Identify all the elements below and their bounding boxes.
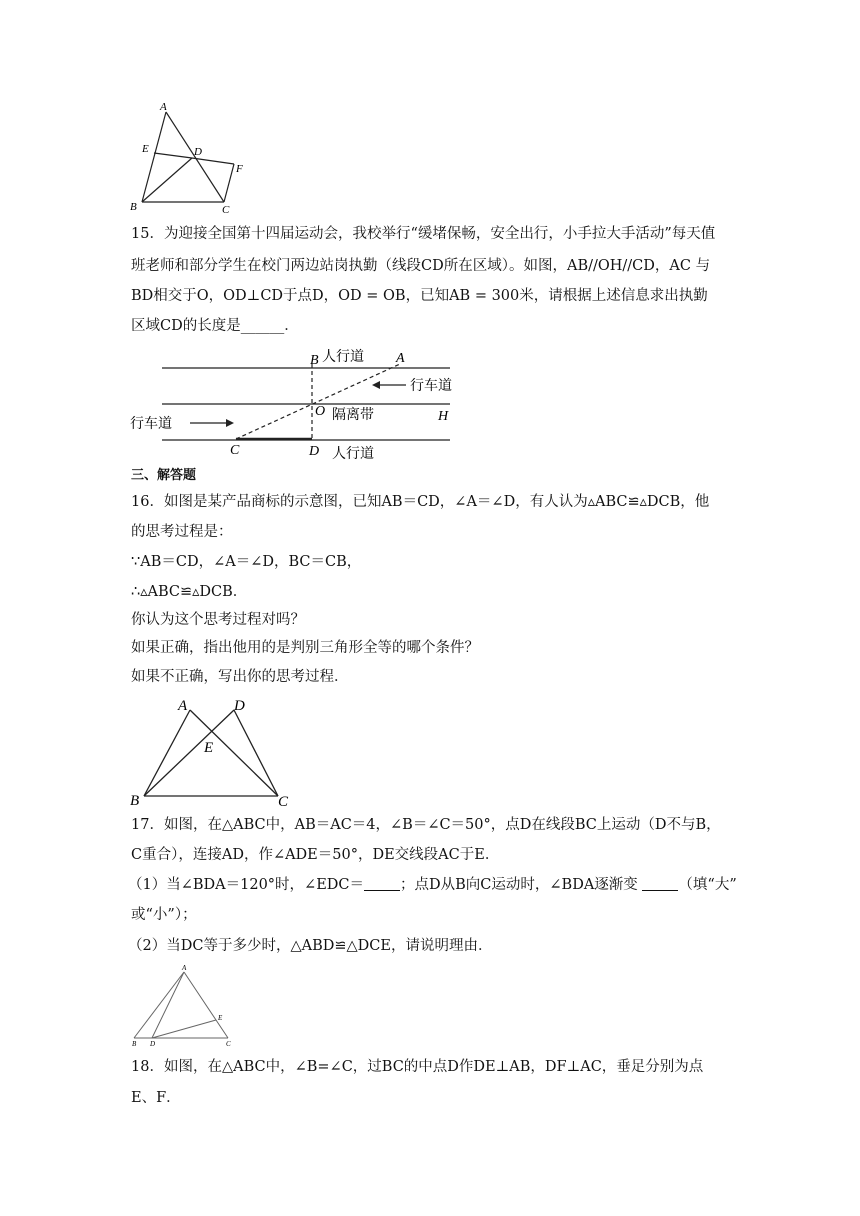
q17-part1-start: （1）当∠BDA＝120°时，∠EDC＝ (128, 877, 365, 893)
label-E: E (142, 143, 149, 155)
q15-line4: 区域CD的长度是______． (131, 318, 299, 334)
answer-blank-2[interactable] (642, 876, 678, 891)
q16-line2: 的思考过程是： (131, 524, 233, 540)
q16-line1: 16．如图是某产品商标的示意图，已知AB＝CD，∠A＝∠D，有人认为▵ABC≌▵DCB，他 (131, 494, 710, 510)
q16-line3: ∵AB＝CD，∠A＝∠D，BC＝CB， (131, 554, 362, 570)
figure-q16 (128, 696, 298, 808)
q17-line1: 17．如图，在△ABC中，AB＝AC＝4，∠B＝∠C＝50°，点D在线段BC上运动（D不与B， (131, 817, 721, 833)
q16-line6: 如果正确，指出他用的是判别三角形全等的哪个条件？ (131, 640, 479, 656)
lane-top: 行车道 (410, 378, 452, 394)
label-C: C (222, 204, 230, 214)
q15-line1: 15．为迎接全国第十四届运动会，我校举行“缓堵保畅，安全出行，小手拉大手活动”每天值 (131, 226, 716, 242)
label-D: D (194, 146, 202, 158)
section-heading: 三、解答题 (131, 468, 197, 483)
label-A: A (160, 101, 167, 113)
q17-part1-end: （填“大” (678, 877, 737, 893)
figure-q17 (128, 962, 238, 1048)
label-D: D (234, 698, 245, 714)
q17-line4: 或“小”）； (131, 907, 197, 923)
lane-bottom: 行车道 (130, 416, 172, 432)
label-A: A (182, 964, 187, 972)
label-E: E (218, 1014, 223, 1022)
q15-line3: BD相交于O，OD⊥CD于点D，OD = OB，已知AB = 300米，请根据上述信息求出执勤 (131, 288, 708, 304)
label-E: E (204, 740, 214, 756)
q17-line5: （2）当DC等于多少时，△ABD≌△DCE，请说明理由． (128, 938, 493, 954)
q18-line2: E、F． (131, 1090, 181, 1106)
label-C: C (230, 443, 240, 458)
label-D: D (309, 444, 320, 459)
label-B: B (310, 353, 319, 368)
label-D: D (150, 1040, 156, 1048)
q16-line7: 如果不正确，写出你的思考过程． (131, 669, 349, 685)
q17-line3 (128, 874, 737, 896)
median-label: 隔离带 (332, 407, 374, 423)
label-O: O (315, 404, 326, 419)
q18-line1: 18．如图，在△ABC中，∠B=∠C，过BC的中点D作DE⊥AB，DF⊥AC，垂足分别为点 (131, 1059, 704, 1075)
label-C: C (278, 794, 289, 808)
sidewalk-top: 人行道 (322, 349, 364, 365)
label-B: B (130, 201, 137, 213)
q17-part1-mid: ；点D从B向C运动时，∠BDA逐渐变 (400, 877, 638, 893)
q17-line2: C重合），连接AD，作∠ADE＝50°，DE交线段AC于E． (131, 847, 500, 863)
label-H: H (438, 409, 449, 424)
q15-line2: 班老师和部分学生在校门两边站岗执勤（线段CD所在区域）。如图，AB//OH//CD，AC 与 (131, 258, 711, 274)
sidewalk-bottom: 人行道 (332, 446, 374, 462)
label-A: A (396, 351, 405, 366)
label-C: C (226, 1040, 231, 1048)
figure-q15 (128, 342, 468, 464)
label-B: B (130, 793, 140, 808)
answer-blank-1[interactable] (364, 876, 400, 891)
figure-q14 (128, 98, 258, 214)
label-F: F (236, 163, 243, 175)
label-A: A (178, 698, 188, 714)
label-B: B (132, 1040, 137, 1048)
q16-line4: ∴▵ABC≌▵DCB． (131, 584, 248, 600)
q16-line5: 你认为这个思考过程对吗？ (131, 612, 305, 628)
